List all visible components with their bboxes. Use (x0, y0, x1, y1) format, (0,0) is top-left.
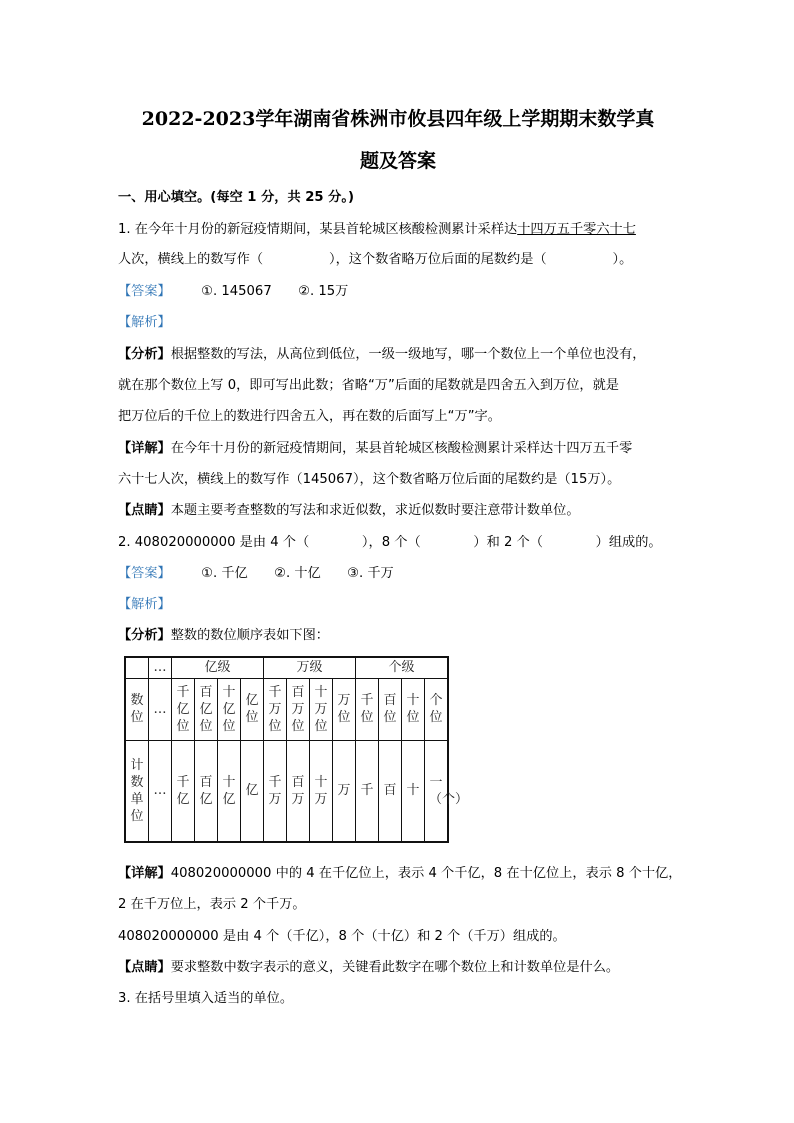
table-cell (425, 740, 469, 842)
table-cell (287, 678, 310, 740)
answer-item: ②. 15万 (298, 284, 349, 299)
table-cell-text: 千亿位 (176, 684, 190, 734)
q1-line1 (118, 218, 636, 237)
table-cell-ge-level: 个级 (356, 657, 449, 678)
table-cell-text: 十位 (406, 693, 420, 725)
table-cell-text: 万位 (337, 693, 351, 725)
q1-fenxi-line1 (118, 343, 646, 362)
table-cell (402, 740, 425, 842)
table-cell (379, 678, 402, 740)
table-cell-text: 百亿位 (199, 684, 213, 734)
dianjing-text: 本题主要考查整数的写法和求近似数，求近似数时要注意带计数单位。 (170, 503, 580, 518)
answer-label: 【答案】 (118, 284, 171, 299)
table-cell (172, 678, 195, 740)
q1-underlined-number: 十四万五千零六十七 (517, 222, 636, 237)
place-value-table (124, 656, 469, 843)
q2-line1: 2. 408020000000 是由 4 个（ ），8 个（ ）和 2 个（ ）组成的。 (118, 535, 662, 550)
q2-xiangjie-line1 (118, 862, 681, 881)
table-cell (172, 740, 195, 842)
table-row-digit-place (125, 678, 448, 740)
dianjing-label: 【点睛】 (118, 503, 171, 518)
table-cell-yi-level: 亿级 (172, 657, 264, 678)
fenxi-label: 【分析】 (118, 628, 171, 643)
table-cell (379, 740, 402, 842)
answer-item: ②. 十亿 (274, 566, 321, 581)
table-cell-text: 百 (383, 783, 397, 799)
table-cell (264, 678, 287, 740)
analysis-label: 【解析】 (118, 315, 171, 330)
xiangjie-text: 在今年十月份的新冠疫情期间，某县首轮城区核酸检测累计采样达十四万五千零 (170, 441, 633, 456)
table-cell-text: 千 (360, 783, 374, 799)
q2-xiangjie-line2: 2 在千万位上，表示 2 个千万。 (118, 897, 306, 912)
table-cell-text: 十万位 (314, 684, 328, 734)
document-title-line1: 2022-2023学年湖南省株洲市攸县四年级上学期期末数学真 (141, 108, 655, 130)
q1-text: 1. 在今年十月份的新冠疫情期间，某县首轮城区核酸检测累计采样达 (118, 222, 518, 237)
q2-fenxi (118, 624, 329, 643)
q2-xiangjie-line3: 408020000000 是由 4 个（千亿），8 个（十亿）和 2 个（千万）组成的。 (118, 929, 566, 944)
q1-xiangjie-line2: 六十七人次，横线上的数写作（145067），这个数省略万位后面的尾数约是（15万）。 (118, 472, 621, 487)
table-cell-text: 万 (337, 783, 351, 799)
table-cell (195, 740, 218, 842)
table-cell (310, 740, 333, 842)
q2-dianjing (118, 956, 619, 975)
table-cell (149, 678, 172, 740)
q3-line1: 3. 在括号里填入适当的单位。 (118, 991, 294, 1006)
table-cell-text: 百位 (383, 693, 397, 725)
table-cell-text: … (153, 701, 167, 717)
answer-label: 【答案】 (118, 566, 171, 581)
table-cell (218, 740, 241, 842)
table-cell-text: 百万 (291, 774, 305, 807)
table-cell (241, 678, 264, 740)
table-cell: … (149, 657, 172, 678)
table-cell (402, 678, 425, 740)
answer-item: ①. 千亿 (201, 566, 248, 581)
table-cell (425, 678, 449, 740)
table-cell (218, 678, 241, 740)
q1-fenxi-line2: 就在那个数位上写 0，即可写出此数；省略“万”后面的尾数就是四舍五入到万位，就是 (118, 378, 619, 393)
table-cell-text: 百万位 (291, 684, 305, 734)
xiangjie-text: 408020000000 中的 4 在千亿位上，表示 4 个千亿，8 在十亿位上，表示 8 个十亿， (170, 866, 682, 881)
table-cell (333, 678, 356, 740)
table-row-counting-unit (125, 740, 448, 842)
fenxi-label: 【分析】 (118, 347, 171, 362)
table-cell-text: 亿 (245, 783, 259, 799)
table-header-row (125, 657, 448, 678)
fenxi-text: 整数的数位顺序表如下图： (170, 628, 329, 643)
dianjing-label: 【点睛】 (118, 960, 171, 975)
table-cell-text: 千位 (360, 693, 374, 725)
xiangjie-label: 【详解】 (118, 866, 171, 881)
table-cell-text: 千亿 (176, 774, 190, 807)
xiangjie-label: 【详解】 (118, 441, 171, 456)
table-cell-text: 个位 (429, 693, 443, 725)
table-cell-text: … (153, 783, 167, 799)
table-cell (149, 740, 172, 842)
answer-item: ①. 145067 (201, 284, 272, 299)
fenxi-text: 根据整数的写法，从高位到低位，一级一级地写，哪一个数位上一个单位也没有， (170, 347, 646, 362)
section-heading: 一、用心填空。(每空 1 分，共 25 分。) (118, 190, 354, 205)
table-cell-wan-level: 万级 (264, 657, 356, 678)
analysis-label: 【解析】 (118, 597, 171, 612)
table-cell (287, 740, 310, 842)
table-cell (333, 740, 356, 842)
q1-line2: 人次，横线上的数写作（ ），这个数省略万位后面的尾数约是（ ）。 (118, 252, 633, 267)
table-cell-text: 十亿 (222, 774, 236, 807)
table-cell (241, 740, 264, 842)
answer-item: ③. 千万 (347, 566, 394, 581)
table-cell (310, 678, 333, 740)
q1-answer (118, 280, 348, 299)
q1-dianjing (118, 499, 580, 518)
table-cell-text: 十万 (314, 774, 328, 807)
table-cell-text: 一（个） (429, 774, 469, 807)
table-cell-text: 亿位 (245, 693, 259, 725)
table-row-label (125, 678, 149, 740)
table-cell (356, 740, 379, 842)
table-cell-text: 计数单位 (130, 757, 144, 824)
table-cell (125, 657, 149, 678)
dianjing-text: 要求整数中数字表示的意义，关键看此数字在哪个数位上和计数单位是什么。 (170, 960, 620, 975)
table-cell (264, 740, 287, 842)
q2-answer (118, 562, 394, 581)
table-cell (195, 678, 218, 740)
table-cell-text: 千万位 (268, 684, 282, 734)
document-title-line2: 题及答案 (359, 150, 436, 172)
table-row-label (125, 740, 149, 842)
q1-xiangjie-line1 (118, 437, 632, 456)
q1-fenxi-line3: 把万位后的千位上的数进行四舍五入，再在数的后面写上“万”字。 (118, 409, 501, 424)
table-cell-text: 数位 (130, 693, 144, 725)
table-cell-text: 千万 (268, 774, 282, 807)
table-cell-text: 十亿位 (222, 684, 236, 734)
table-cell-text: 百亿 (199, 774, 213, 807)
table-cell (356, 678, 379, 740)
table-cell-text: 十 (406, 783, 420, 799)
